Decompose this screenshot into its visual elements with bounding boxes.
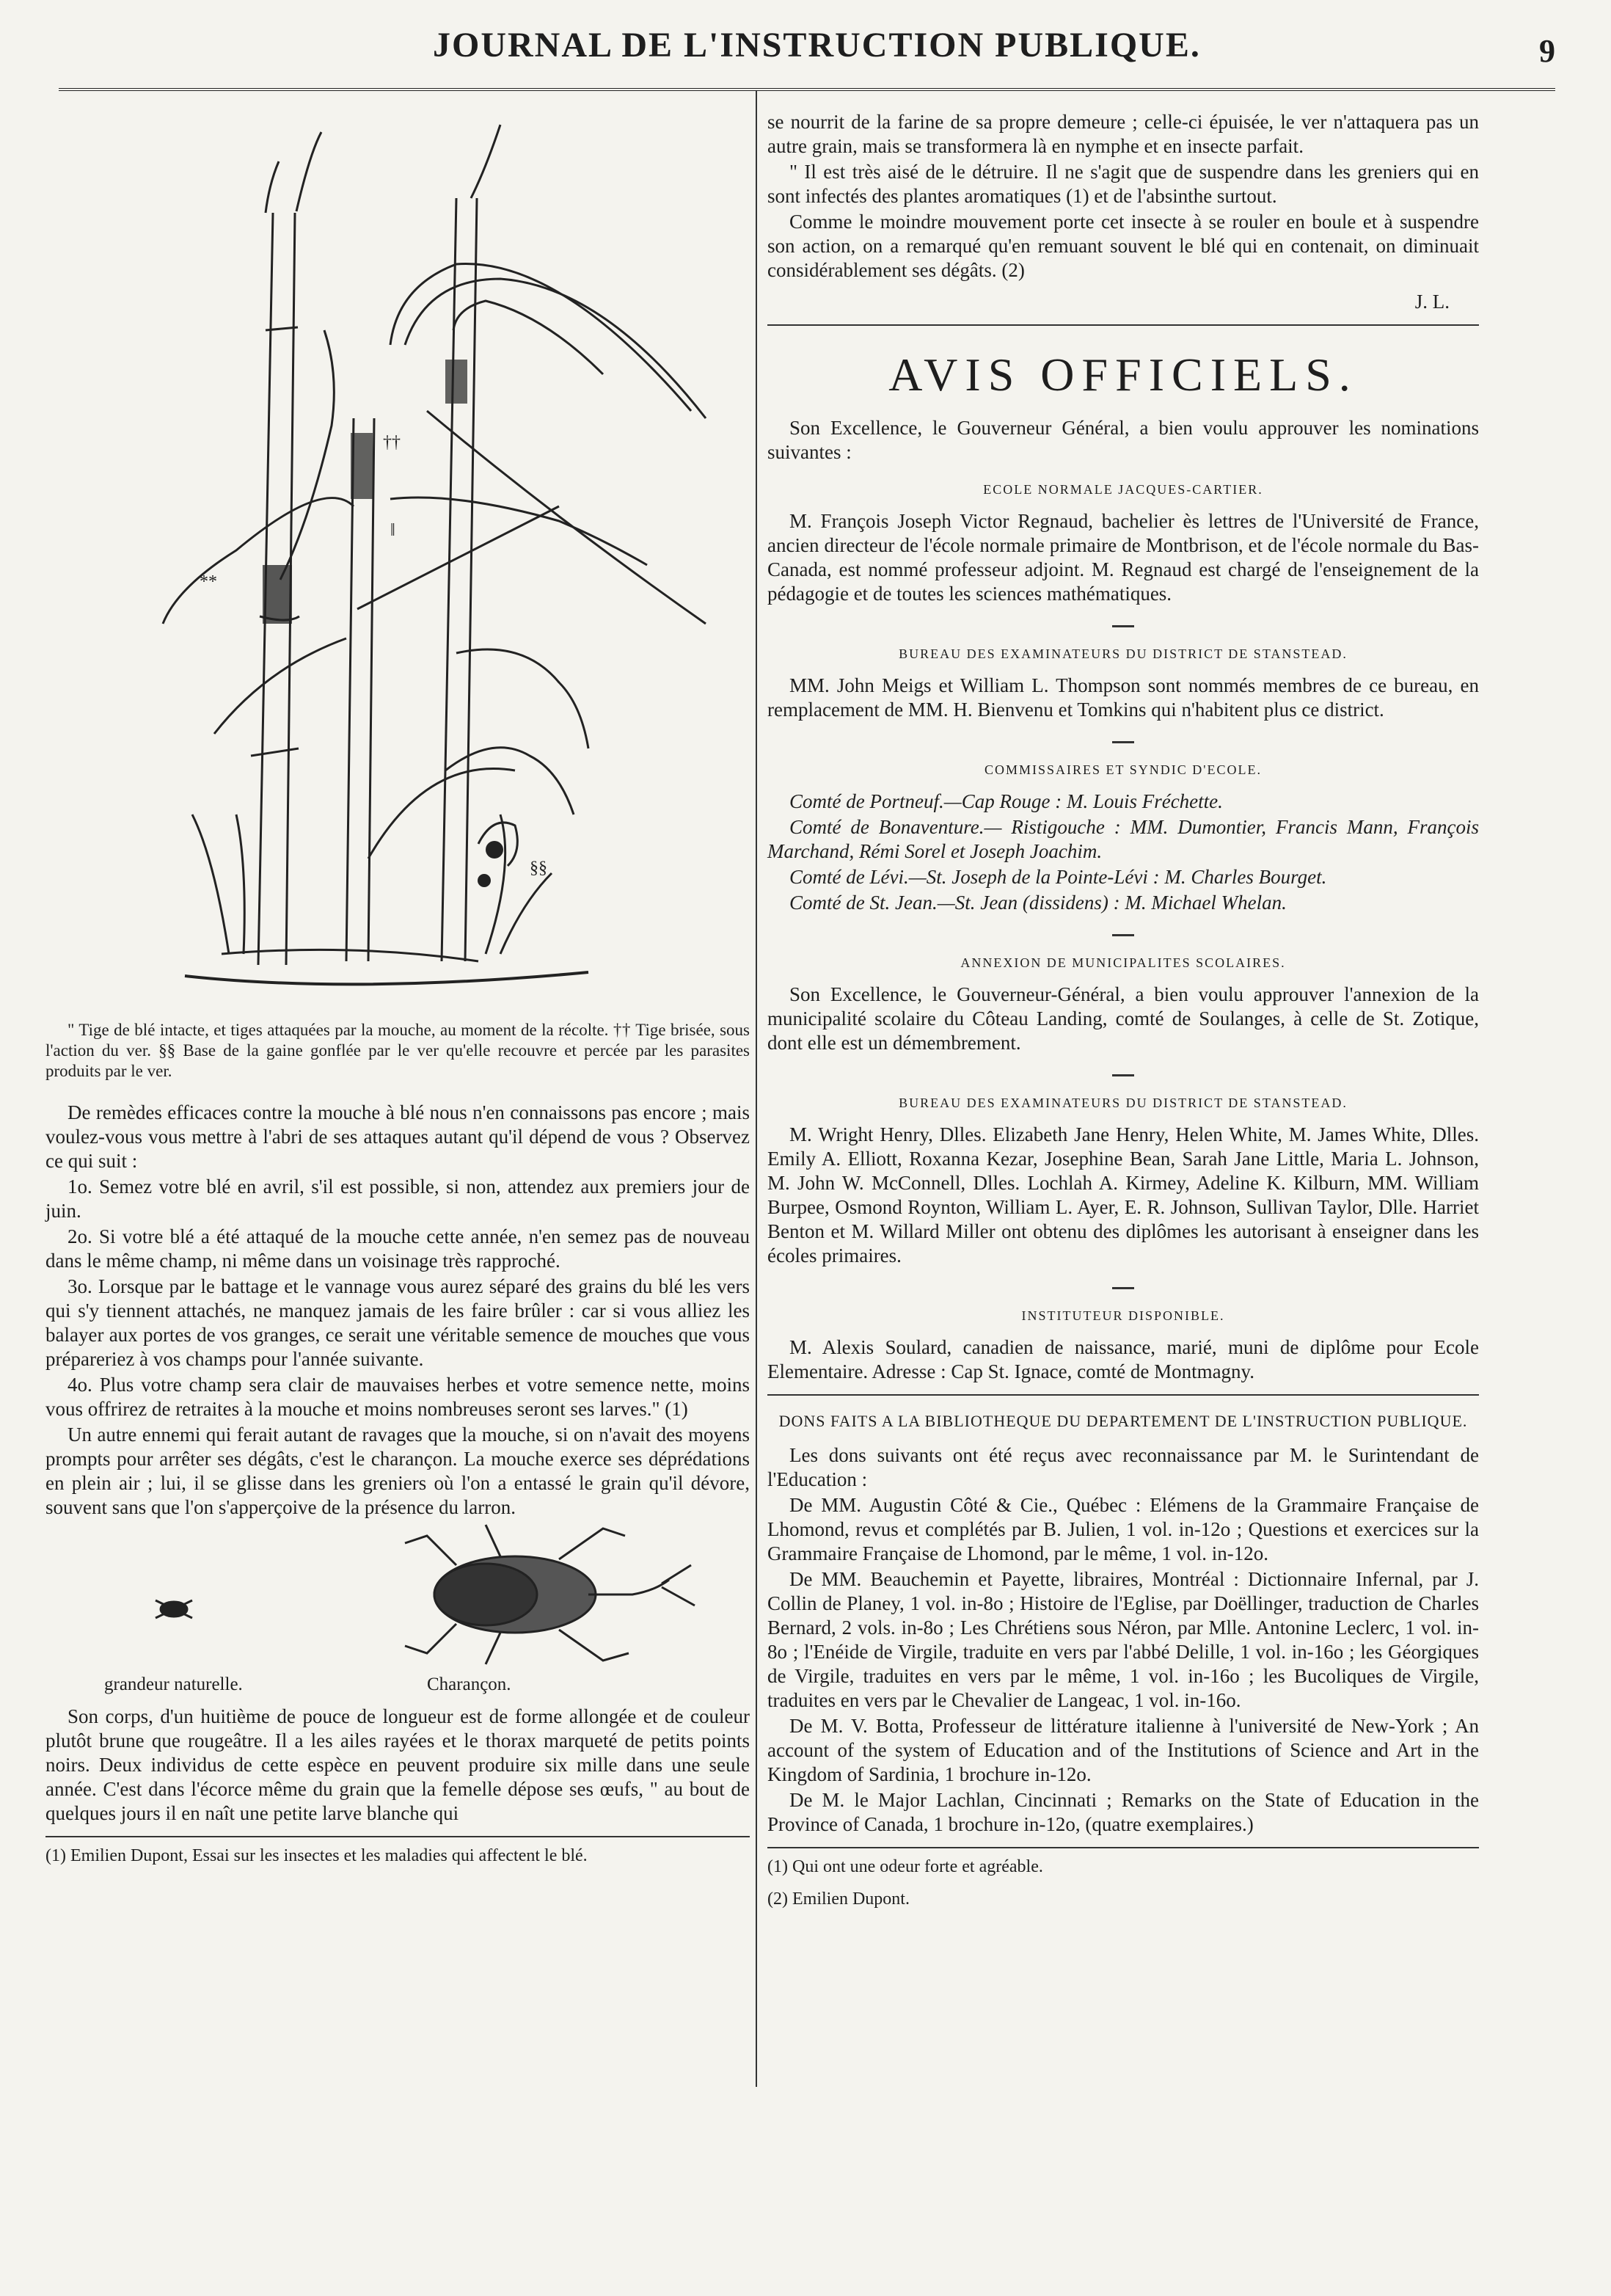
section-heading-bureau-stanstead: BUREAU DES EXAMINATEURS DU DISTRICT DE STANSTEAD. — [899, 646, 1348, 661]
left-paragraph-3: 2o. Si votre blé a été attaqué de la mouche cette année, n'en semez pas de nouveau dans le même champ, ni même dans un voisinage très rapproché. — [45, 1225, 750, 1272]
label-natural-size: grandeur naturelle. — [104, 1674, 243, 1694]
left-paragraph-4: 3o. Lorsque par le battage et le vannage vous aurez séparé des grains du blé les vers qui s'y tiennent attachés, ne manquez jamais de les faire brûler : car si vous alliez les balayer aux portes de vos granges, ce serait une véritable semence de mouches que vous prépareriez à vos champs pour l'année suivante. — [45, 1275, 750, 1370]
figure-mark-daggers: †† — [383, 433, 401, 452]
section-text-annexion: Son Excellence, le Gouverneur-Général, a bien voulu approuver l'annexion de la municipalité scolaire du Côteau Landing, comté de Soulanges, à celle de St. Zotique, dont elle est un démembrement. — [767, 983, 1479, 1054]
label-charancon: Charançon. — [427, 1674, 511, 1694]
right-footnote-1: (1) Qui ont une odeur forte et agréable. — [767, 1857, 1043, 1876]
avis-intro: Son Excellence, le Gouverneur Général, a bien voulu approuver les nominations suivantes : — [767, 417, 1479, 463]
section-text-bureau-stanstead: MM. John Meigs et William L. Thompson sont nommés membres de ce bureau, en remplacement de MM. H. Bienvenu et Tomkins qui n'habitent plus ce district. — [767, 674, 1479, 721]
avis-rule — [767, 324, 1479, 326]
section-heading-instituteur: INSTITUTEUR DISPONIBLE. — [1021, 1308, 1225, 1323]
commissaires-st-jean: Comté de St. Jean.—St. Jean (dissidens) : M. Michael Whelan. — [789, 892, 1287, 914]
weevil-illustration — [45, 1521, 750, 1668]
section-text-instituteur: M. Alexis Soulard, canadien de naissance, marié, muni de diplôme pour Ecole Elementaire. Adresse : Cap St. Ignace, comté de Montmagny. — [767, 1336, 1479, 1382]
dons-beauchemin: De MM. Beauchemin et Payette, libraires, Montréal : Dictionnaire Infernal, par J. Collin de Planey, 1 vol. in-8o ; Histoire de l'Eglise, par Doëllinger, traduction de Charles Bernard, 2 vols. in-8o ; Les Chrétiens sous Néron, par Mlle. Antonine Leclerc, 1 vol. in-8o ; l'Enéide de Virgile, traduite en vers par l'abbé Delille, 1 vol. in-16o ; les Géorgiques de Virgile, traduites en vers par le même, 1 vol. in-16o ; les Bucoliques de Virgile, traduites en vers par le Chevalier de Langeac, 1 vol. in-16o. — [767, 1568, 1479, 1711]
left-footnote-rule — [45, 1836, 750, 1837]
section-heading-bureau-stanstead-2: BUREAU DES EXAMINATEURS DU DISTRICT DE STANSTEAD. — [899, 1096, 1348, 1110]
section-dash — [1112, 1074, 1134, 1076]
figure-mark-asterisks: ** — [200, 572, 217, 591]
page-number: 9 — [1539, 33, 1555, 69]
figure-mark-parallel: ‖ — [390, 521, 395, 540]
avis-officiels-heading: AVIS OFFICIELS. — [888, 349, 1358, 401]
right-footnote-rule — [767, 1847, 1479, 1848]
section-dash — [1112, 625, 1134, 627]
left-footnote: (1) Emilien Dupont, Essai sur les insectes et les maladies qui affectent le blé. — [45, 1846, 588, 1865]
signature: J. L. — [1414, 291, 1450, 313]
dons-intro: Les dons suivants ont été reçus avec reconnaissance par M. le Surintendant de l'Education : — [767, 1444, 1479, 1490]
commissaires-levi: Comté de Lévi.—St. Joseph de la Pointe-Lévi : M. Charles Bourget. — [789, 866, 1327, 888]
weevil-labels — [45, 1668, 750, 1705]
right-column — [767, 110, 1479, 1911]
section-heading-ecole-normale: ECOLE NORMALE JACQUES-CARTIER. — [983, 482, 1263, 497]
section-text-diplomes: M. Wright Henry, Dlles. Elizabeth Jane Henry, Helen White, M. James White, Dlles. Emily A. Elliott, Roxanna Kezar, Josephine Bean, Sarah Jane Little, Maria L. Johnson, M. John W. McConnell, Dlles. Lochlah A. Kirmey, Adeline K. Kilburn, MM. William Burpee, Osmond Roynton, William L. Ayer, E. R. Johnson, Sullivan Taylor, Dlle. Harriet Benton et M. Willard Miller ont obtenu des diplômes les autorisant à enseigner dans les écoles primaires. — [767, 1123, 1479, 1267]
dons-lachlan: De M. le Major Lachlan, Cincinnati ; Remarks on the State of Education in the Province of Canada, 1 brochure in-12o, (quatre exemplaires.) — [767, 1789, 1479, 1835]
figure-caption: " Tige de blé intacte, et tiges attaquées par la mouche, au moment de la récolte. †† Tige brisée, sous l'action du ver. §§ Base de la gaine gonflée par le ver qu'elle recouvre et percée par les parasites produits par le ver. — [45, 1021, 750, 1080]
dons-cote: De MM. Augustin Côté & Cie., Québec : Elémens de la Grammaire Française de Lhomond, revus et complétés par B. Julien, 1 vol. in-12o ; Questions et exercices sur la Grammaire Française de Lhomond, par le même, 1 vol. in-12o. — [767, 1494, 1479, 1564]
right-paragraph-3: Comme le moindre mouvement porte cet insecte à se rouler en boule et à suspendre son action, on a remarqué qu'en remuant souvent le blé qui en contenait, on diminuait considérablement ses dégâts. (2) — [767, 211, 1479, 281]
dons-rule — [767, 1394, 1479, 1396]
left-paragraph-6: Un autre ennemi qui ferait autant de ravages que la mouche, si on n'avait des moyens prompts pour arrêter ses dégâts, c'est le charançon. La mouche exerce ses déprédations en plein air ; lui, il se glisse dans les greniers où l'on a entassé le grain qu'il dévore, souvent sans que l'on s'apperçoive de la présence du larron. — [45, 1424, 750, 1518]
section-dash — [1112, 934, 1134, 936]
commissaires-portneuf: Comté de Portneuf.—Cap Rouge : M. Louis Fréchette. — [789, 790, 1223, 812]
left-paragraph-5: 4o. Plus votre champ sera clair de mauvaises herbes et votre semence nette, moins vous offrirez de retraites à la mouche et moins nombreuses seront ses larves." (1) — [45, 1374, 750, 1420]
right-footnote-2: (2) Emilien Dupont. — [767, 1889, 910, 1909]
section-heading-dons: DONS FAITS A LA BIBLIOTHEQUE DU DEPARTEMENT DE L'INSTRUCTION PUBLIQUE. — [778, 1412, 1468, 1430]
right-paragraph-1: se nourrit de la farine de sa propre demeure ; celle-ci épuisée, le ver n'attaquera pas un autre grain, mais se transformera là en nymphe et en insecte parfait. — [767, 111, 1479, 157]
left-paragraph-1: De remèdes efficaces contre la mouche à blé nous n'en connaissons pas encore ; mais voulez-vous vous mettre à l'abri de ses attaques autant qu'il dépend de vous ? Observez ce qui suit : — [45, 1101, 750, 1172]
journal-title: JOURNAL DE L'INSTRUCTION PUBLIQUE. — [433, 26, 1201, 65]
page-header — [59, 18, 1570, 76]
section-heading-annexion: ANNEXION DE MUNICIPALITES SCOLAIRES. — [960, 955, 1286, 970]
section-heading-commissaires: COMMISSAIRES ET SYNDIC D'ECOLE. — [984, 762, 1262, 777]
wheat-stalk-illustration — [45, 110, 750, 1013]
left-paragraph-2: 1o. Semez votre blé en avril, s'il est possible, si non, attendez aux premiers jour de juin. — [45, 1176, 750, 1222]
left-paragraph-7: Son corps, d'un huitième de pouce de longueur est de forme allongée et de couleur plutôt brune que rougeâtre. Il a les ailes rayées et le thorax marqueté de petits points noirs. Deux individus de cette espèce en peuvent produire six mille dans une seule année. C'est dans l'écorce même du grain que la femelle dépose ses œufs, " au bout de quelques jours il en naît une petite larve blanche qui — [45, 1705, 750, 1824]
dons-botta: De M. V. Botta, Professeur de littérature italienne à l'université de New-York ; An account of the system of Education and of the Institutions of Science and Art in the Kingdom of Sardinia, 1 brochure in-12o. — [767, 1715, 1479, 1785]
section-dash — [1112, 741, 1134, 743]
commissaires-bonaventure: Comté de Bonaventure.— Ristigouche : MM. Dumontier, Francis Mann, François Marchand, Rémi Sorel et Joseph Joachim. — [767, 816, 1479, 862]
figure-mark-sections: §§ — [530, 859, 547, 878]
column-divider — [756, 91, 757, 2087]
left-column — [45, 110, 750, 1868]
header-rule — [59, 88, 1555, 91]
right-paragraph-2: " Il est très aisé de le détruire. Il ne s'agit que de suspendre dans les greniers qui en sont infectés des plantes aromatiques (1) et de l'absinthe surtout. — [767, 161, 1479, 207]
section-text-ecole-normale: M. François Joseph Victor Regnaud, bachelier ès lettres de l'Université de France, ancien directeur de l'école normale primaire de Montbrison, et de l'école normale du Bas-Canada, est nommé professeur adjoint. M. Regnaud est chargé de l'enseignement de la pédagogie et de toutes les sciences mathématiques. — [767, 510, 1479, 605]
section-dash — [1112, 1287, 1134, 1289]
